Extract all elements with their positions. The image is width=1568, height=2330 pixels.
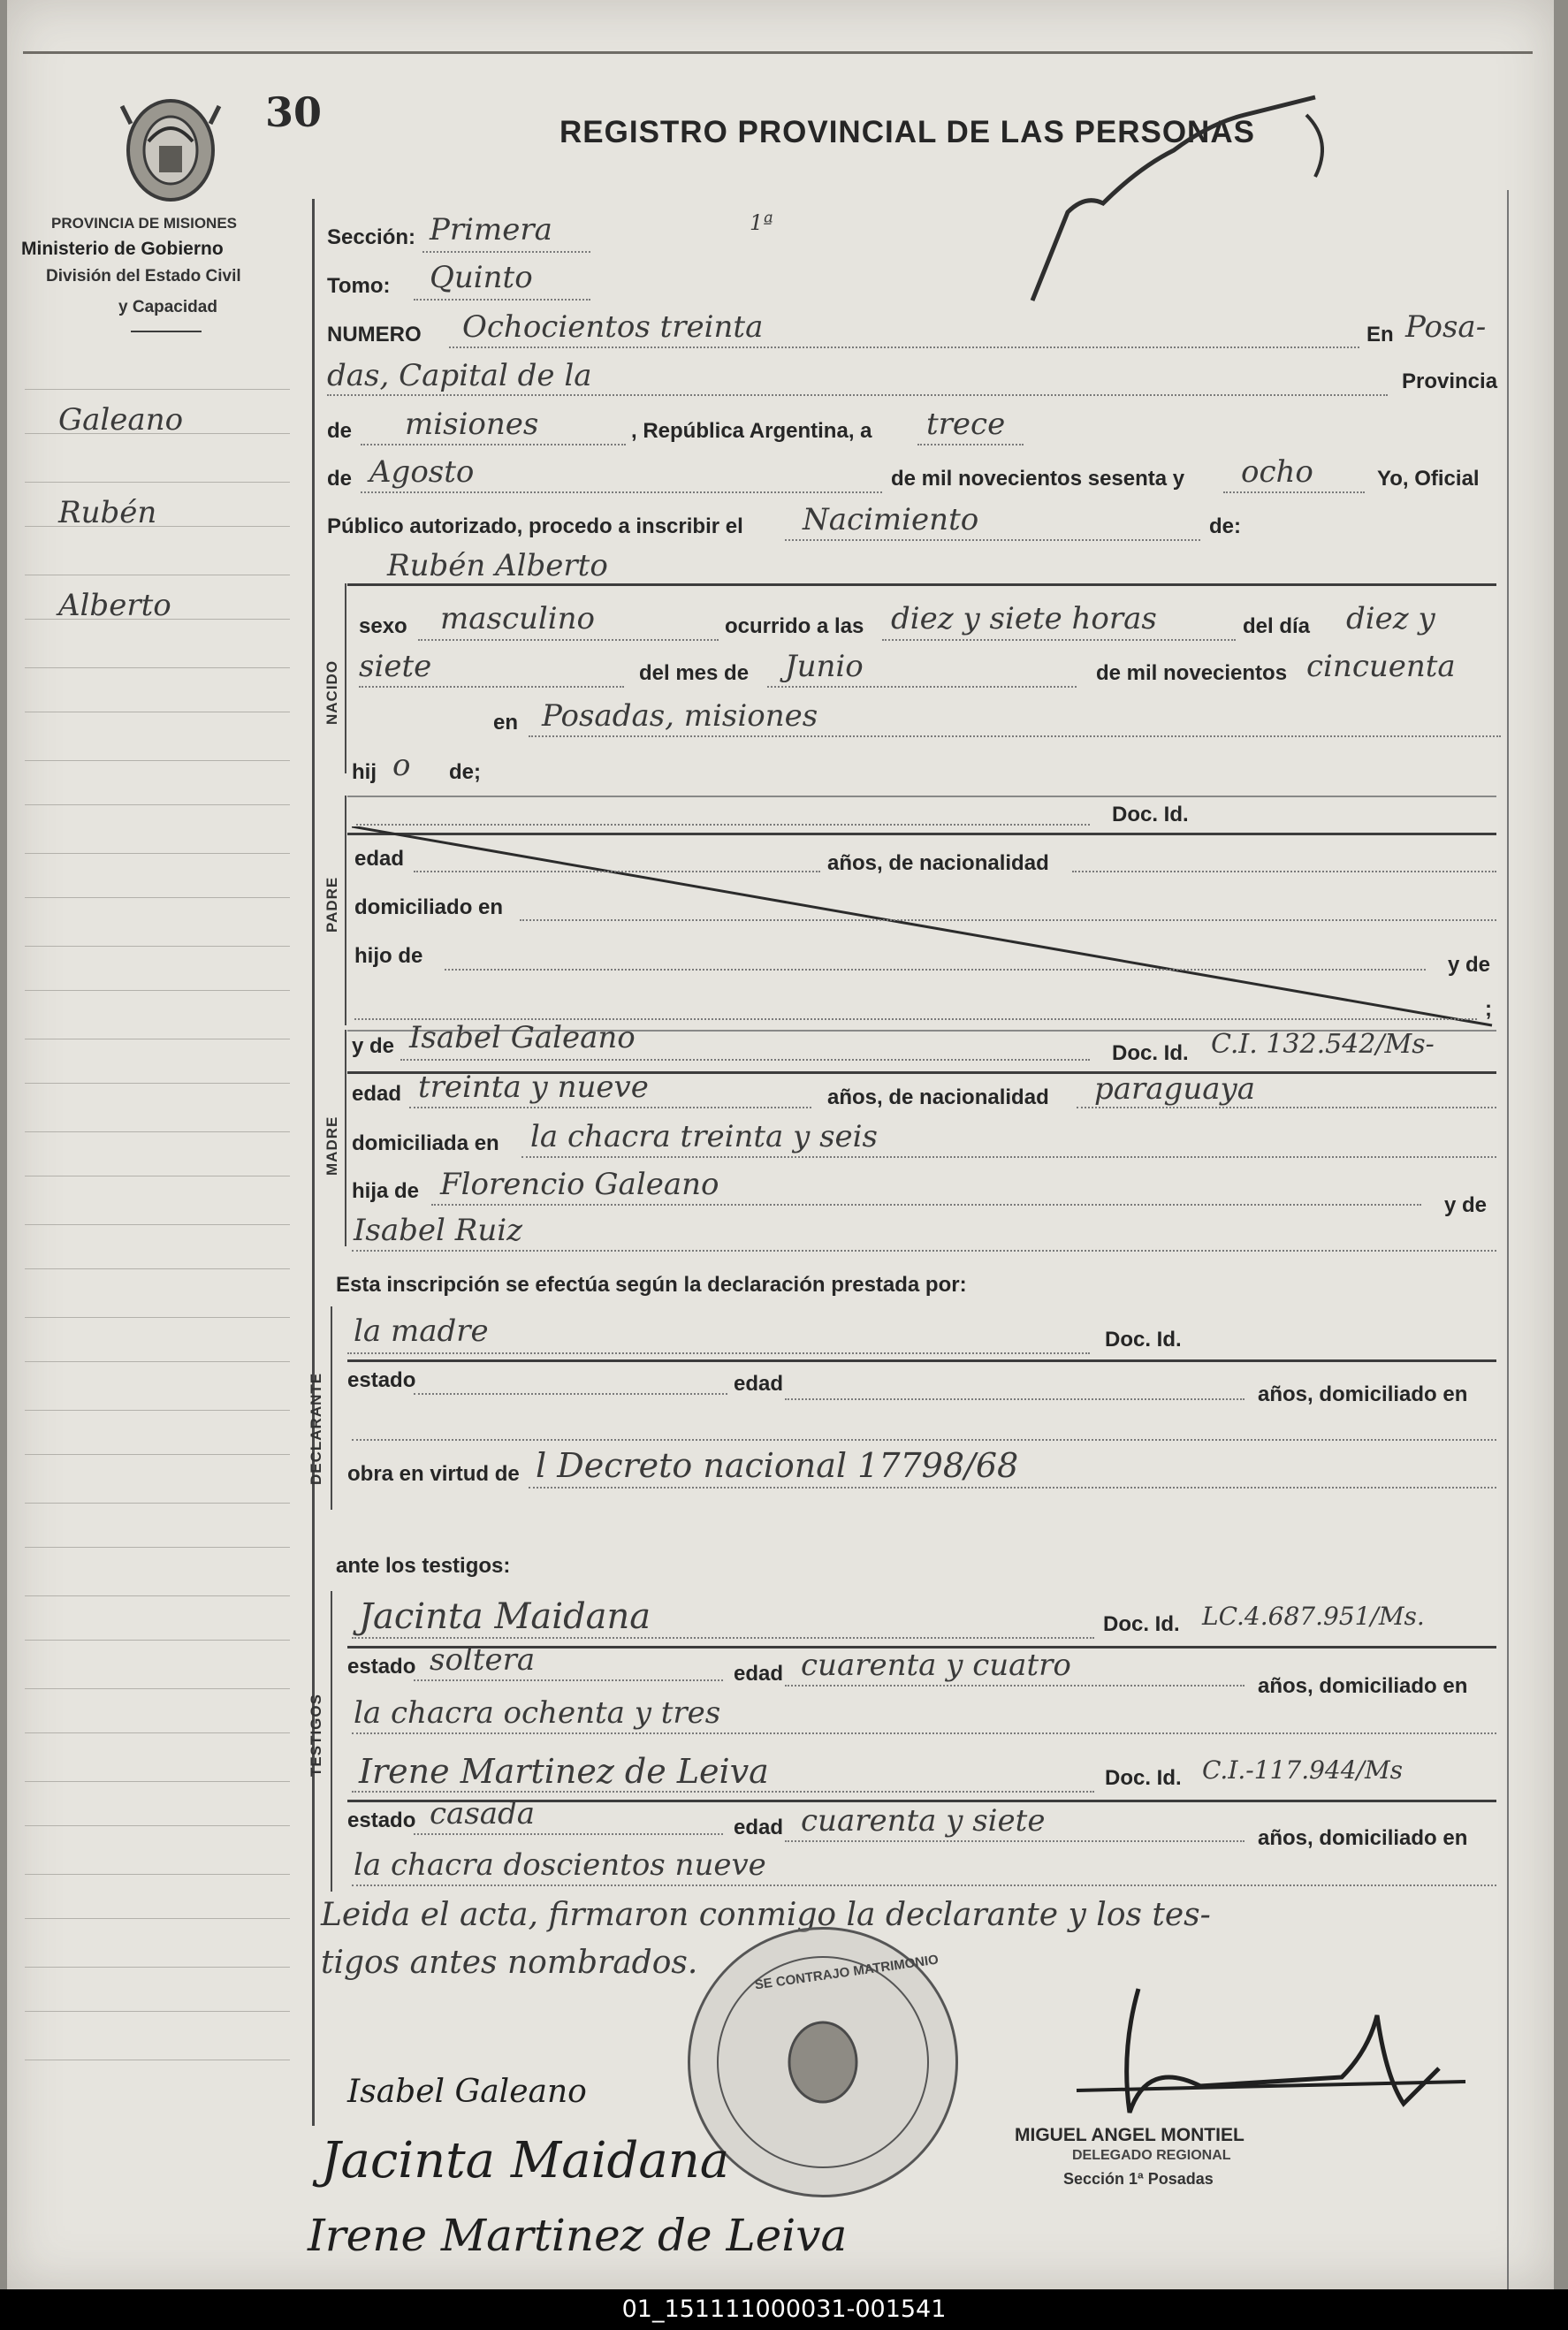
en-label-2: en — [493, 711, 519, 735]
en-label: En — [1366, 323, 1394, 346]
section-testigos: TESTIGOS — [308, 1694, 324, 1777]
officer-name: MIGUEL ANGEL MONTIEL — [1015, 2125, 1245, 2145]
madre-nombre-value: Isabel Galeano — [409, 1020, 636, 1055]
margin-note-surname: Galeano — [58, 402, 184, 438]
capacity-label: y Capacidad — [118, 298, 217, 316]
signature-witness-1: Jacinta Maidana — [321, 2132, 730, 2189]
madre-nac-value: paraguaya — [1094, 1071, 1255, 1107]
obra-label: obra en virtud de — [347, 1462, 520, 1486]
crest-divider — [131, 331, 202, 332]
del-dia-label: del día — [1243, 614, 1311, 638]
testigo2-estado-label: estado — [347, 1808, 416, 1832]
padre-hijo-label: hijo de — [354, 944, 423, 968]
madre-doc-value: C.I. 132.542/Ms- — [1211, 1029, 1435, 1060]
tomo-label: Tomo: — [327, 274, 391, 298]
padre-dom-label: domiciliado en — [354, 895, 504, 919]
hij-label: hij — [352, 760, 377, 784]
tomo-value: Quinto — [430, 260, 533, 295]
section-madre: MADRE — [323, 1116, 340, 1176]
madre-doc-label: Doc. Id. — [1112, 1041, 1189, 1065]
testigos-label: ante los testigos: — [336, 1554, 511, 1578]
declarante-doc-label: Doc. Id. — [1105, 1328, 1182, 1352]
testigo2-doc-value: C.I.-117.944/Ms — [1202, 1755, 1404, 1785]
anio-nac-value: cincuenta — [1306, 649, 1456, 684]
section-bar-padre — [345, 796, 346, 1025]
margin-note-first-name: Rubén — [58, 495, 157, 530]
yo-oficial-label: Yo, Oficial — [1377, 467, 1480, 491]
madre-edad-value: treinta y nueve — [418, 1070, 649, 1105]
testigo1-edad-label: edad — [734, 1662, 784, 1686]
provincia-value: misiones — [405, 407, 539, 442]
officer-signature-icon — [1024, 1980, 1483, 2139]
madre-yde-label: y de — [352, 1034, 395, 1058]
testigo1-value: Jacinta Maidana — [359, 1596, 651, 1637]
margin-divider — [312, 199, 315, 2126]
nacido-top-rule — [347, 583, 1496, 586]
testigo1-doc-value: LC.4.687.951/Ms. — [1202, 1602, 1425, 1631]
officer-role: DELEGADO REGIONAL — [1072, 2148, 1231, 2163]
division-label: División del Estado Civil — [46, 267, 241, 286]
madre-edad-label: edad — [352, 1082, 402, 1106]
right-border — [1507, 190, 1509, 2289]
numero-label: NUMERO — [327, 323, 422, 346]
acto-value: Nacimiento — [803, 502, 979, 537]
de-colon-label: de: — [1209, 514, 1241, 538]
seal-crest-icon — [774, 2014, 872, 2111]
section-bar-declarante — [331, 1306, 332, 1510]
diagonal-signature-icon — [1015, 88, 1368, 318]
section-declarante: DECLARANTE — [308, 1372, 324, 1485]
testigo2-doc-label: Doc. Id. — [1105, 1766, 1182, 1790]
de-label: de — [327, 419, 353, 443]
anio-value: ocho — [1241, 454, 1313, 490]
decreto-value: l Decreto nacional 17798/68 — [536, 1446, 1019, 1485]
testigo2-edad-value: cuarenta y siete — [801, 1803, 1046, 1839]
numero-value: Ochocientos treinta — [462, 309, 764, 345]
officer-section: Sección 1ª Posadas — [1063, 2170, 1214, 2188]
testigo1-anos-label: años, domiciliado en — [1258, 1674, 1468, 1698]
ministry-label: Ministerio de Gobierno — [21, 239, 224, 259]
declarante-estado-label: estado — [347, 1368, 416, 1392]
de-label-2: de — [327, 467, 353, 491]
testigo2-anos-label: años, domiciliado en — [1258, 1826, 1468, 1850]
madre-dom-value: la chacra treinta y seis — [530, 1119, 878, 1154]
madre-nac-label: años, de nacionalidad — [827, 1085, 1049, 1109]
testigo1-dom-value: la chacra ochenta y tres — [354, 1695, 721, 1731]
lugar-value-2: das, Capital de la — [327, 358, 592, 393]
margin-note-middle-name: Alberto — [58, 588, 171, 623]
testigo1-edad-value: cuarenta y cuatro — [801, 1648, 1071, 1683]
section-bar-testigos — [331, 1591, 332, 1892]
testigo2-edad-label: edad — [734, 1816, 784, 1839]
document-title: REGISTRO PROVINCIAL DE LAS PERSONAS — [559, 115, 1255, 149]
padre-doc-label: Doc. Id. — [1112, 803, 1189, 826]
nombre-value: Rubén Alberto — [387, 548, 608, 583]
padre-yde-label: y de — [1448, 953, 1491, 977]
image-id-bar — [0, 2289, 1568, 2330]
inscripcion-label: Esta inscripción se efectúa según la declaración prestada por: — [336, 1273, 967, 1297]
mes-nac-value: Junio — [785, 649, 864, 684]
madre-madre-value: Isabel Ruiz — [354, 1213, 523, 1248]
madre-dom-label: domiciliada en — [352, 1131, 499, 1155]
closing-line-2: tigos antes nombrados. — [321, 1945, 698, 1981]
madre-padre-value: Florencio Galeano — [440, 1167, 719, 1202]
seccion-label: Sección: — [327, 225, 416, 249]
document-page — [7, 0, 1554, 2289]
province-label: PROVINCIA DE MISIONES — [51, 215, 238, 232]
closing-line-1: Leida el acta, firmaron conmigo la declarante y los tes- — [321, 1897, 1211, 1933]
padre-edad-label: edad — [354, 847, 405, 871]
seal-text: SE CONTRAJO MATRIMONIO — [753, 1952, 940, 1993]
dia-nac-value-1: diez y — [1346, 601, 1435, 636]
publico-label: Público autorizado, procedo a inscribir el — [327, 514, 743, 538]
hora-value: diez y siete horas — [891, 601, 1157, 636]
testigo1-estado-label: estado — [347, 1655, 416, 1679]
padre-semicolon: ; — [1485, 997, 1492, 1021]
testigo1-doc-label: Doc. Id. — [1103, 1612, 1180, 1636]
hij-suffix-value: o — [392, 748, 411, 783]
section-padre: PADRE — [323, 876, 340, 933]
signature-mother: Isabel Galeano — [347, 2074, 587, 2110]
testigo1-estado-value: soltera — [430, 1642, 536, 1678]
ocurrido-label: ocurrido a las — [725, 614, 864, 638]
declarante-anos-label: años, domiciliado en — [1258, 1382, 1468, 1406]
sexo-value: masculino — [440, 601, 596, 636]
del-mes-label: del mes de — [639, 661, 750, 685]
signature-witness-2: Irene Martinez de Leiva — [308, 2210, 848, 2261]
padre-nac-label: años, de nacionalidad — [827, 851, 1049, 875]
testigo2-value: Irene Martinez de Leiva — [359, 1752, 769, 1791]
declarante-edad-label: edad — [734, 1372, 784, 1396]
coat-of-arms-icon — [113, 88, 228, 208]
top-annotation: 1ª — [750, 210, 773, 235]
lugar-nac-value: Posadas, misiones — [542, 698, 818, 734]
section-bar-madre — [345, 1030, 346, 1246]
dia-nac-value-2: siete — [359, 649, 432, 684]
de-semi-label: de; — [449, 760, 481, 784]
provincia-label: Provincia — [1402, 369, 1498, 393]
testigo2-dom-value: la chacra doscientos nueve — [354, 1847, 766, 1883]
republica-label: , República Argentina, a — [631, 419, 872, 443]
mil-novecientos-label: de mil novecientos — [1096, 661, 1288, 685]
section-nacido: NACIDO — [323, 659, 340, 725]
dia-value: trece — [926, 407, 1006, 442]
declarante-value: la madre — [354, 1313, 489, 1349]
madre-yde2-label: y de — [1444, 1193, 1488, 1217]
lugar-value-1: Posa- — [1405, 309, 1487, 345]
seccion-value: Primera — [430, 212, 552, 247]
mil-sesenta-label: de mil novecientos sesenta y — [891, 467, 1185, 491]
mes-value: Agosto — [369, 454, 475, 490]
image-id: 01_151111000031-001541 — [621, 2296, 947, 2323]
section-bar-nacido — [345, 583, 346, 773]
madre-hija-label: hija de — [352, 1179, 420, 1203]
testigo2-estado-value: casada — [430, 1796, 536, 1831]
sexo-label: sexo — [359, 614, 407, 638]
page-number: 30 — [265, 88, 323, 136]
padre-top-rule — [347, 796, 1496, 797]
